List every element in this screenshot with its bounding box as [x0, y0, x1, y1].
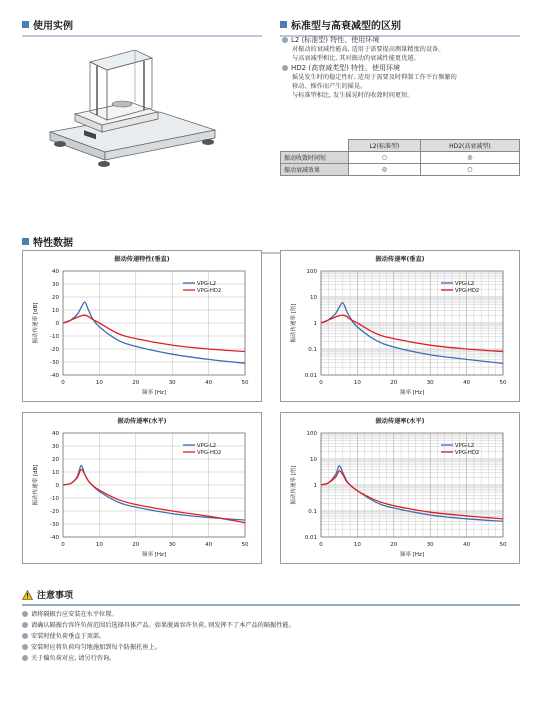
characteristics-title-text: 特性数据	[33, 238, 73, 249]
y-axis-label: 振动传递率 [dB]	[33, 464, 39, 506]
section-marker-icon	[22, 238, 29, 245]
bullet-icon	[22, 644, 28, 650]
hd2-heading: HD2 (高衰减类型) 特性、使用环境	[282, 64, 532, 73]
chart-title: 振动传递特性(垂直)	[114, 256, 170, 263]
y-axis-label: 振动传递率 [dB]	[33, 302, 39, 344]
series-line-vpg-l2	[63, 465, 245, 520]
x-tick-label: 50	[241, 542, 249, 548]
y-tick-label: 20	[52, 457, 59, 463]
legend-label: VPG-L2	[455, 443, 475, 449]
series-line-vpg-hd2	[63, 469, 245, 522]
series-line-vpg-l2	[63, 302, 245, 363]
y-tick-label: 20	[52, 295, 59, 301]
x-tick-label: 30	[168, 542, 176, 548]
y-tick-label: 40	[52, 269, 59, 275]
difference-description	[282, 36, 532, 100]
x-tick-label: 50	[499, 380, 507, 386]
y-axis-label: 振动传递率 [倍]	[291, 465, 297, 505]
table-cell-mark: ◎	[420, 152, 519, 164]
caution-title-text: 注意事项	[37, 591, 74, 601]
x-tick-label: 0	[61, 380, 65, 386]
hd2-line-3: 与标准型相比, 发生摇晃时的收敛时间更短。	[292, 92, 414, 99]
bullet-icon	[22, 633, 28, 639]
x-tick-label: 40	[463, 380, 471, 386]
difference-title-text: 标准型与高衰减型的区别	[291, 21, 401, 32]
chart-title: 振动传递率(垂直)	[375, 256, 425, 263]
legend-label: VPG-L2	[197, 443, 217, 449]
x-axis-label: 频率 [Hz]	[141, 552, 167, 558]
section-divider	[22, 604, 520, 606]
x-tick-label: 0	[61, 542, 65, 548]
x-tick-label: 50	[499, 542, 507, 548]
chart-plot	[281, 263, 519, 401]
y-axis-label: 振动传递率 [倍]	[291, 303, 297, 343]
table-row	[281, 164, 520, 176]
legend-label: VPG-HD2	[197, 288, 222, 294]
chart-vertical-ratio	[280, 250, 520, 402]
caution-list	[22, 609, 520, 664]
comparison-table	[280, 139, 520, 176]
l2-line-1: 对振动的衰减性能高, 适用于需要提高测量精度的设备。	[292, 46, 445, 53]
legend-label: VPG-L2	[455, 281, 475, 287]
y-tick-label: -10	[50, 496, 59, 502]
bullet-icon	[22, 622, 28, 628]
table-cell-mark: ◎	[349, 164, 421, 176]
y-tick-label: -40	[50, 535, 59, 541]
l2-line-2: 与高衰减型相比, 其对振动的衰减性能更优越。	[292, 55, 420, 62]
list-item: 安装时应将负荷均匀地施加到每个防振托座上。	[22, 642, 520, 653]
table-col-l2: L2(标准型)	[349, 140, 421, 152]
legend-label: VPG-HD2	[197, 450, 222, 456]
x-tick-label: 0	[319, 380, 323, 386]
section-marker-icon	[22, 21, 29, 28]
section-marker-icon	[280, 21, 287, 28]
x-tick-label: 20	[132, 380, 140, 386]
balance-on-table-illustration	[40, 42, 220, 182]
y-tick-label: 0	[55, 321, 59, 327]
table-row-label: 振动衰减效果	[281, 164, 349, 176]
list-item: 安装时使负荷垂直于顶部。	[22, 631, 520, 642]
y-tick-label: 1	[313, 321, 317, 327]
table-cell-mark: ○	[349, 152, 421, 164]
x-axis-label: 频率 [Hz]	[141, 390, 167, 396]
y-tick-label: -30	[50, 522, 59, 528]
caution-title	[22, 588, 520, 601]
gridlines	[63, 433, 245, 537]
y-tick-label: 0.1	[308, 347, 317, 353]
x-tick-label: 50	[241, 380, 249, 386]
l2-heading: L2 (标准型) 特性、使用环境	[282, 36, 532, 45]
y-tick-label: -20	[50, 509, 59, 515]
y-tick-label: 0.01	[304, 535, 317, 541]
chart-plot	[281, 425, 519, 563]
y-tick-label: 0.01	[304, 373, 317, 379]
chart-plot	[23, 425, 261, 563]
series-line-vpg-l2	[321, 303, 503, 364]
y-tick-label: 30	[52, 444, 59, 450]
difference-section-title	[280, 17, 520, 32]
series-line-vpg-l2	[321, 466, 503, 522]
y-tick-label: 1	[313, 483, 317, 489]
y-tick-label: 40	[52, 431, 59, 437]
warning-icon	[22, 590, 33, 600]
x-tick-label: 20	[390, 542, 398, 548]
series-line-vpg-hd2	[63, 315, 245, 351]
chart-title: 振动传递率(水平)	[375, 418, 425, 425]
y-tick-label: 10	[310, 457, 317, 463]
y-tick-label: -40	[50, 373, 59, 379]
list-item: 请将隔振台应安装在水平位置。	[22, 609, 520, 620]
table-header-row	[281, 140, 520, 152]
chart-vertical-db	[22, 250, 262, 402]
chart-title: 振动传递率(水平)	[117, 418, 167, 425]
x-tick-label: 10	[95, 380, 103, 386]
x-tick-label: 20	[390, 380, 398, 386]
legend-label: VPG-HD2	[455, 450, 480, 456]
x-tick-label: 30	[426, 542, 434, 548]
table-col-hd2: HD2(高衰减型)	[420, 140, 519, 152]
y-tick-label: 10	[310, 295, 317, 301]
x-tick-label: 40	[463, 542, 471, 548]
x-tick-label: 40	[205, 380, 213, 386]
y-tick-label: 0	[55, 483, 59, 489]
list-item: 关于偏负荷对应, 请另行咨询。	[22, 653, 520, 664]
characteristics-section-title	[22, 234, 520, 249]
x-tick-label: 30	[168, 380, 176, 386]
x-tick-label: 30	[426, 380, 434, 386]
usage-title-text: 使用实例	[33, 21, 73, 32]
y-tick-label: 0.1	[308, 509, 317, 515]
hd2-line-1: 摇晃发生时的稳定性好, 适用于需要及时抑制工作平台频繁的	[292, 74, 457, 81]
x-tick-label: 40	[205, 542, 213, 548]
list-item: 请确认隔振台容许负荷范围后选择具体产品。如果脱离容许负荷, 则发挥不了本产品的隔振性能。	[22, 620, 520, 631]
bullet-icon	[22, 655, 28, 661]
x-tick-label: 10	[353, 542, 361, 548]
x-axis-label: 频率 [Hz]	[399, 552, 425, 558]
y-tick-label: -10	[50, 334, 59, 340]
y-tick-label: 10	[52, 308, 59, 314]
y-tick-label: 100	[306, 431, 317, 437]
chart-plot	[23, 263, 261, 401]
y-tick-label: 100	[306, 269, 317, 275]
gridlines	[63, 271, 245, 375]
legend-label: VPG-HD2	[455, 288, 480, 294]
y-tick-label: 30	[52, 282, 59, 288]
x-tick-label: 10	[353, 380, 361, 386]
legend-label: VPG-L2	[197, 281, 217, 287]
y-tick-label: -20	[50, 347, 59, 353]
bullet-icon	[282, 37, 288, 43]
chart-horizontal-db	[22, 412, 262, 564]
y-tick-label: -30	[50, 360, 59, 366]
x-tick-label: 10	[95, 542, 103, 548]
chart-horizontal-ratio	[280, 412, 520, 564]
bullet-icon	[22, 611, 28, 617]
y-tick-label: 10	[52, 470, 59, 476]
usage-section-title	[22, 17, 262, 32]
log-gridlines	[321, 271, 503, 375]
hd2-line-2: 移动、操作而产生的摇晃。	[292, 83, 367, 90]
x-tick-label: 20	[132, 542, 140, 548]
section-divider	[22, 35, 262, 37]
table-cell-mark: ○	[420, 164, 519, 176]
bullet-icon	[282, 65, 288, 71]
x-axis-label: 频率 [Hz]	[399, 390, 425, 396]
x-tick-label: 0	[319, 542, 323, 548]
table-row	[281, 152, 520, 164]
table-row-label: 振动收敛时间短	[281, 152, 349, 164]
log-gridlines	[321, 433, 503, 537]
